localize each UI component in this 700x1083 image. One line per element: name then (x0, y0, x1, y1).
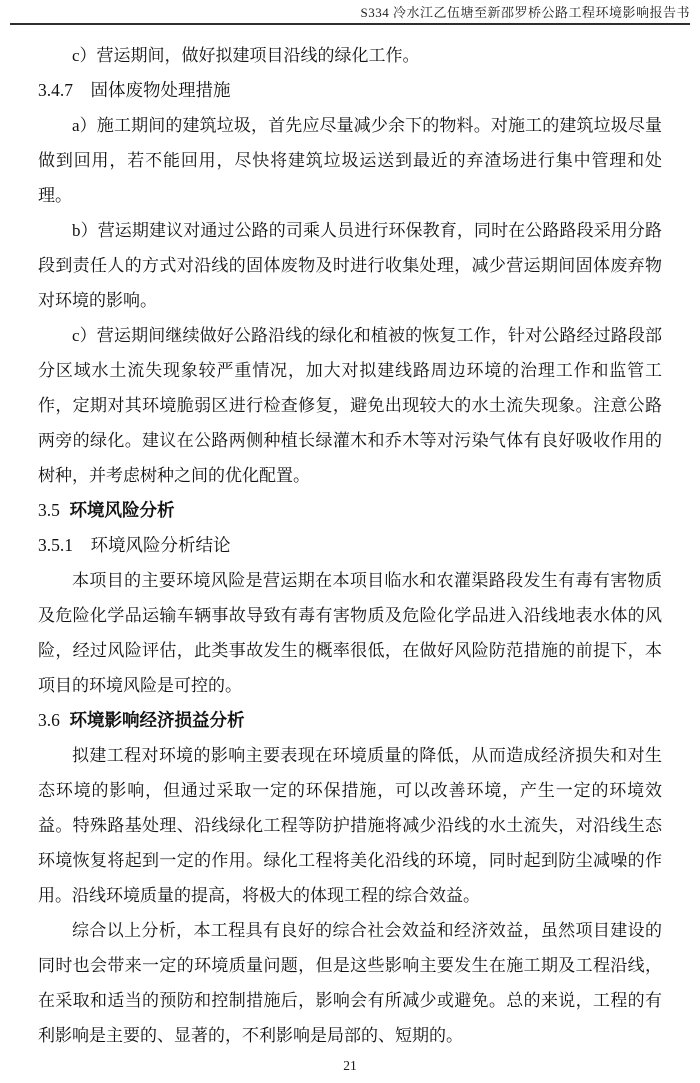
heading-number: 3.5.1 (38, 535, 73, 555)
paragraph-overall-conclusion: 综合以上分析，本工程具有良好的综合社会效益和经济效益，虽然项目建设的同时也会带来一定的环境质量问题，但是这些影响主要发生在施工期及工程沿线，在采取和适当的预防和控制措施后，影响会有所减少或避免。总的来说，工程的有利影响是主要的、显著的，不利影响是局部的、短期的。 (38, 921, 662, 1045)
paragraph-risk-conclusion: 本项目的主要环境风险是营运期在本项目临水和农灌渠路段发生有毒有害物质及危险化学品运输车辆事故导致有毒有害物质及危险化学品进入沿线地表水体的风险，经过风险评估，此类事故发生的概率很低，在做好风险防范措施的前提下，本项目的环境风险是可控的。 (38, 571, 662, 695)
heading-3-5-1-risk-conclusion (38, 528, 662, 563)
heading-number: 3.4.7 (38, 80, 73, 100)
heading-3-5-risk-analysis (38, 493, 662, 528)
paragraph-construction-waste: a）施工期间的建筑垃圾，首先应尽量减少余下的物料。对施工的建筑垃圾尽量做到回用，若不能回用，尽快将建筑垃圾运送到最近的弃渣场进行集中管理和处理。 (38, 116, 662, 205)
heading-text: 固体废物处理措施 (90, 80, 231, 100)
running-header-title: S334 冷水江乙伍塘至新邵罗桥公路工程环境影响报告书 (360, 5, 690, 20)
page-header (0, 0, 700, 25)
heading-text: 环境风险分析 (69, 500, 175, 520)
heading-3-4-7-solid-waste (38, 73, 662, 108)
heading-3-6-economic-analysis (38, 703, 662, 738)
paragraph-operation-education: b）营运期建议对通过公路的司乘人员进行环保教育，同时在公路路段采用分路段到责任人的方式对沿线的固体废物及时进行收集处理，减少营运期间固体废弃物对环境的影响。 (38, 221, 662, 310)
paragraph-operation-greening: c）营运期间，做好拟建项目沿线的绿化工作。 (72, 46, 420, 65)
paragraph-operation-vegetation: c）营运期间继续做好公路沿线的绿化和植被的恢复工作，针对公路经过路段部分区域水土流失现象较严重情况，加大对拟建线路周边环境的治理工作和监管工作，定期对其环境脆弱区进行检查修复，避免出现较大的水土流失现象。注意公路两旁的绿化。建议在公路两侧种植长绿灌木和乔木等对污染气体有良好吸收作用的树种，并考虑树种之间的优化配置。 (38, 326, 662, 485)
heading-number: 3.5 (38, 500, 60, 520)
page-number: 21 (343, 1058, 357, 1073)
heading-text: 环境影响经济损益分析 (69, 710, 245, 730)
heading-text: 环境风险分析结论 (90, 535, 231, 555)
document-body (38, 25, 662, 1053)
heading-number: 3.6 (38, 710, 60, 730)
paragraph-economic-benefit: 拟建工程对环境的影响主要表现在环境质量的降低，从而造成经济损失和对生态环境的影响，但通过采取一定的环保措施，可以改善环境，产生一定的环境效益。特殊路基处理、沿线绿化工程等防护措施将减少沿线的水土流失，对沿线生态环境恢复将起到一定的作用。绿化工程将美化沿线的环境，同时起到防尘减噪的作用。沿线环境质量的提高，将极大的体现工程的综合效益。 (38, 746, 662, 905)
page-footer (0, 1058, 700, 1074)
